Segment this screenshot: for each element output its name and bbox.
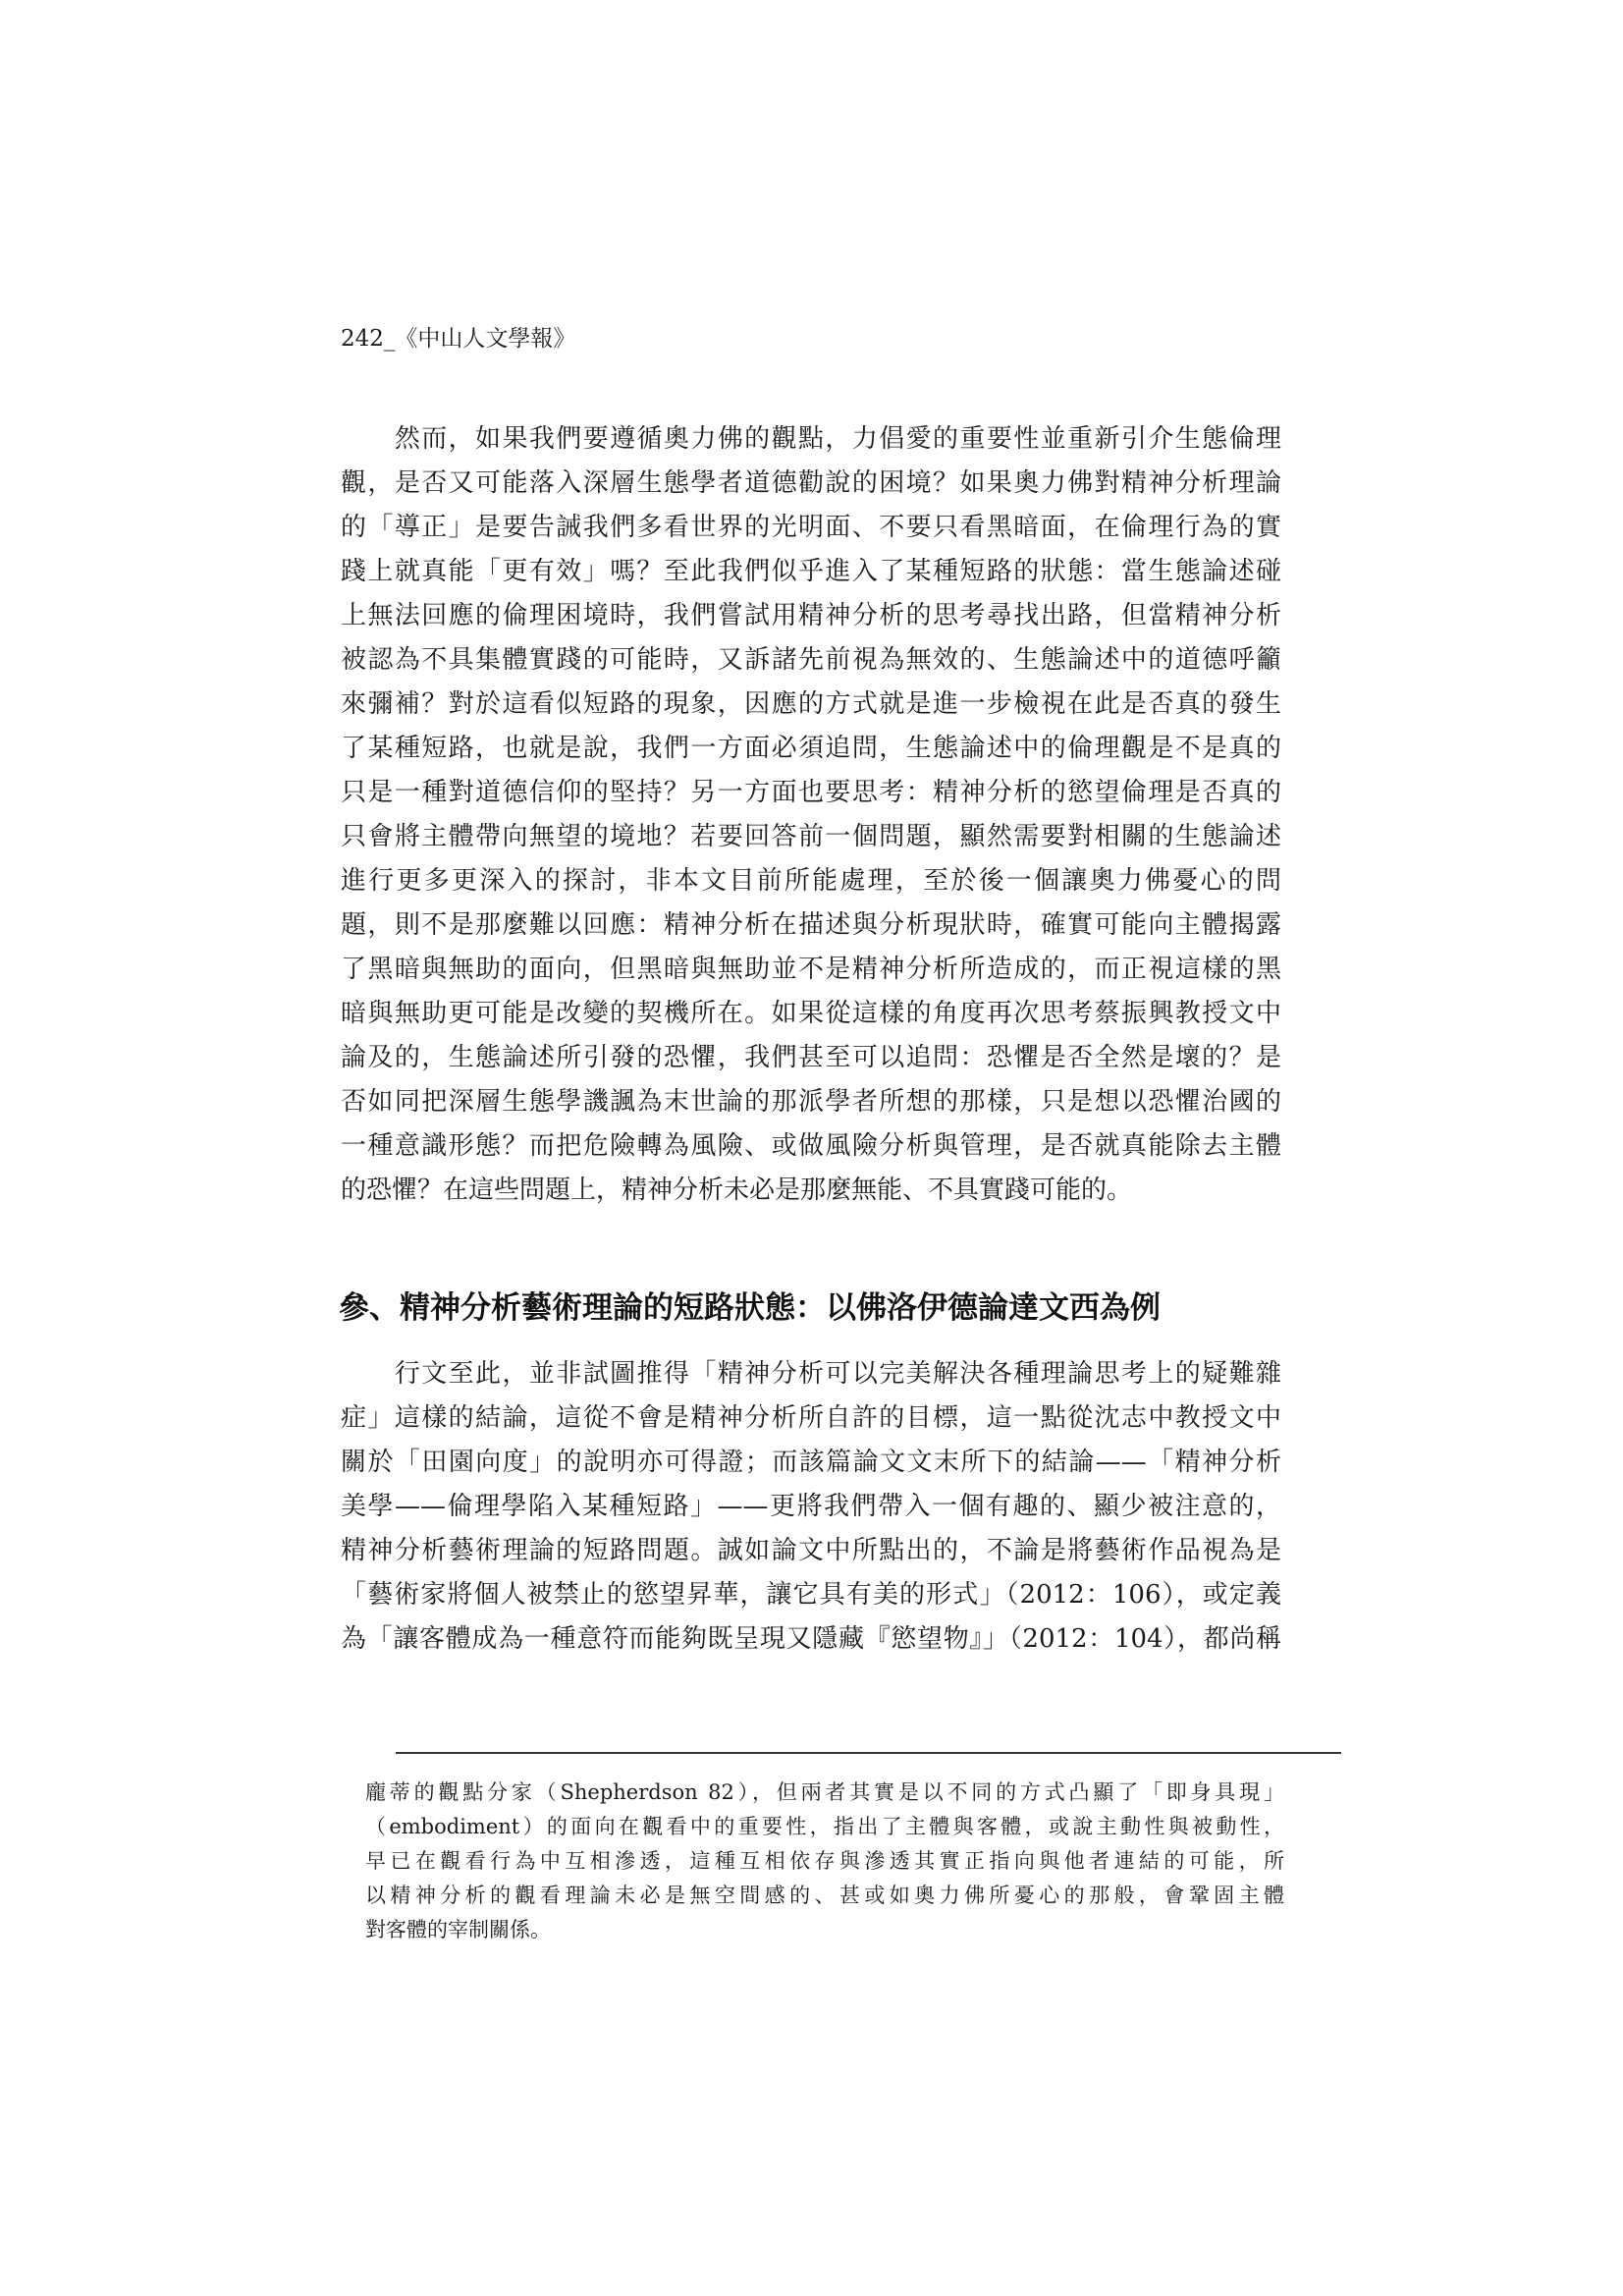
paragraph-line: 關於「田園向度」的說明亦可得證；而該篇論文文末所下的結論——「精神分析 — [341, 1448, 1281, 1477]
paragraph-line: 只會將主體帶向無望的境地？若要回答前一個問題，顯然需要對相關的生態論述 — [341, 822, 1281, 851]
paragraph-line: 美學——倫理學陷入某種短路」——更將我們帶入一個有趣的、顯少被注意的， — [341, 1492, 1281, 1521]
paragraph-line: 的「導正」是要告誡我們多看世界的光明面、不要只看黑暗面，在倫理行為的實 — [341, 513, 1281, 542]
paragraph-line: 否如同把深層生態學譏諷為末世論的那派學者所想的那樣，只是想以恐懼治國的 — [341, 1087, 1281, 1117]
paragraph-line: 為「讓客體成為一種意符而能夠既呈現又隱藏『慾望物』」（2012：104），都尚稱 — [341, 1624, 1281, 1654]
footnote-line: 早已在觀看行為中互相滲透，這種互相依存與滲透其實正指向與他者連結的可能，所 — [365, 1849, 1284, 1873]
paragraph-line: 精神分析藝術理論的短路問題。誠如論文中所點出的，不論是將藝術作品視為是 — [341, 1536, 1281, 1565]
paragraph-line: 暗與無助更可能是改變的契機所在。如果從這樣的角度再次思考蔡振興教授文中 — [341, 999, 1281, 1028]
section-heading: 參、精神分析藝術理論的短路狀態：以佛洛伊德論達文西為例 — [339, 1290, 1161, 1326]
paragraph-line: 了某種短路，也就是說，我們一方面必須追問，生態論述中的倫理觀是不是真的 — [341, 734, 1281, 763]
footnote-line: 龐蒂的觀點分家（Shepherdson 82），但兩者其實是以不同的方式凸顯了「即身具現」 — [365, 1780, 1284, 1804]
footnote-line: 對客體的宰制關係。 — [365, 1918, 551, 1941]
paragraph-line: 進行更多更深入的探討，非本文目前所能處理，至於後一個讓奧力佛憂心的問 — [341, 866, 1281, 896]
paragraph-line: 只是一種對道德信仰的堅持？另一方面也要思考：精神分析的慾望倫理是否真的 — [341, 778, 1281, 807]
paragraph-line: 的恐懼？在這些問題上，精神分析未必是那麼無能、不具實踐可能的。 — [341, 1175, 1133, 1205]
paragraph-line: 一種意識形態？而把危險轉為風險、或做風險分析與管理，是否就真能除去主體 — [341, 1131, 1281, 1161]
paragraph-line: 上無法回應的倫理困境時，我們嘗試用精神分析的思考尋找出路，但當精神分析 — [341, 601, 1281, 630]
paragraph-line: 來彌補？對於這看似短路的現象，因應的方式就是進一步檢視在此是否真的發生 — [341, 689, 1281, 719]
paragraph-line: 「藝術家將個人被禁止的慾望昇華，讓它具有美的形式」（2012：106），或定義 — [341, 1580, 1281, 1610]
paragraph-line: 然而，如果我們要遵循奧力佛的觀點，力倡愛的重要性並重新引介生態倫理 — [341, 424, 1281, 454]
paragraph-line: 題，則不是那麼難以回應：精神分析在描述與分析現狀時，確實可能向主體揭露 — [341, 910, 1281, 940]
footnote-divider — [396, 1752, 1341, 1754]
paragraph-line: 行文至此，並非試圖推得「精神分析可以完美解決各種理論思考上的疑難雜 — [341, 1359, 1281, 1389]
running-head: 242_《中山人文學報》 — [341, 326, 576, 352]
paragraph-line: 觀，是否又可能落入深層生態學者道德勸說的困境？如果奧力佛對精神分析理論 — [341, 468, 1281, 498]
paragraph-line: 論及的，生態論述所引發的恐懼，我們甚至可以追問：恐懼是否全然是壞的？是 — [341, 1043, 1281, 1072]
footnote-line: 以精神分析的觀看理論未必是無空間感的、甚或如奧力佛所憂心的那般，會鞏固主體 — [365, 1884, 1284, 1907]
footnote-line: （embodiment）的面向在觀看中的重要性，指出了主體與客體，或說主動性與被動性， — [365, 1815, 1284, 1838]
paragraph-line: 踐上就真能「更有效」嗎？至此我們似乎進入了某種短路的狀態：當生態論述碰 — [341, 557, 1281, 586]
paragraph-line: 了黑暗與無助的面向，但黑暗與無助並不是精神分析所造成的，而正視這樣的黑 — [341, 955, 1281, 984]
paragraph-line: 被認為不具集體實踐的可能時，又訴諸先前視為無效的、生態論述中的道德呼籲 — [341, 645, 1281, 675]
paragraph-line: 症」這樣的結論，這從不會是精神分析所自許的目標，這一點從沈志中教授文中 — [341, 1403, 1281, 1433]
